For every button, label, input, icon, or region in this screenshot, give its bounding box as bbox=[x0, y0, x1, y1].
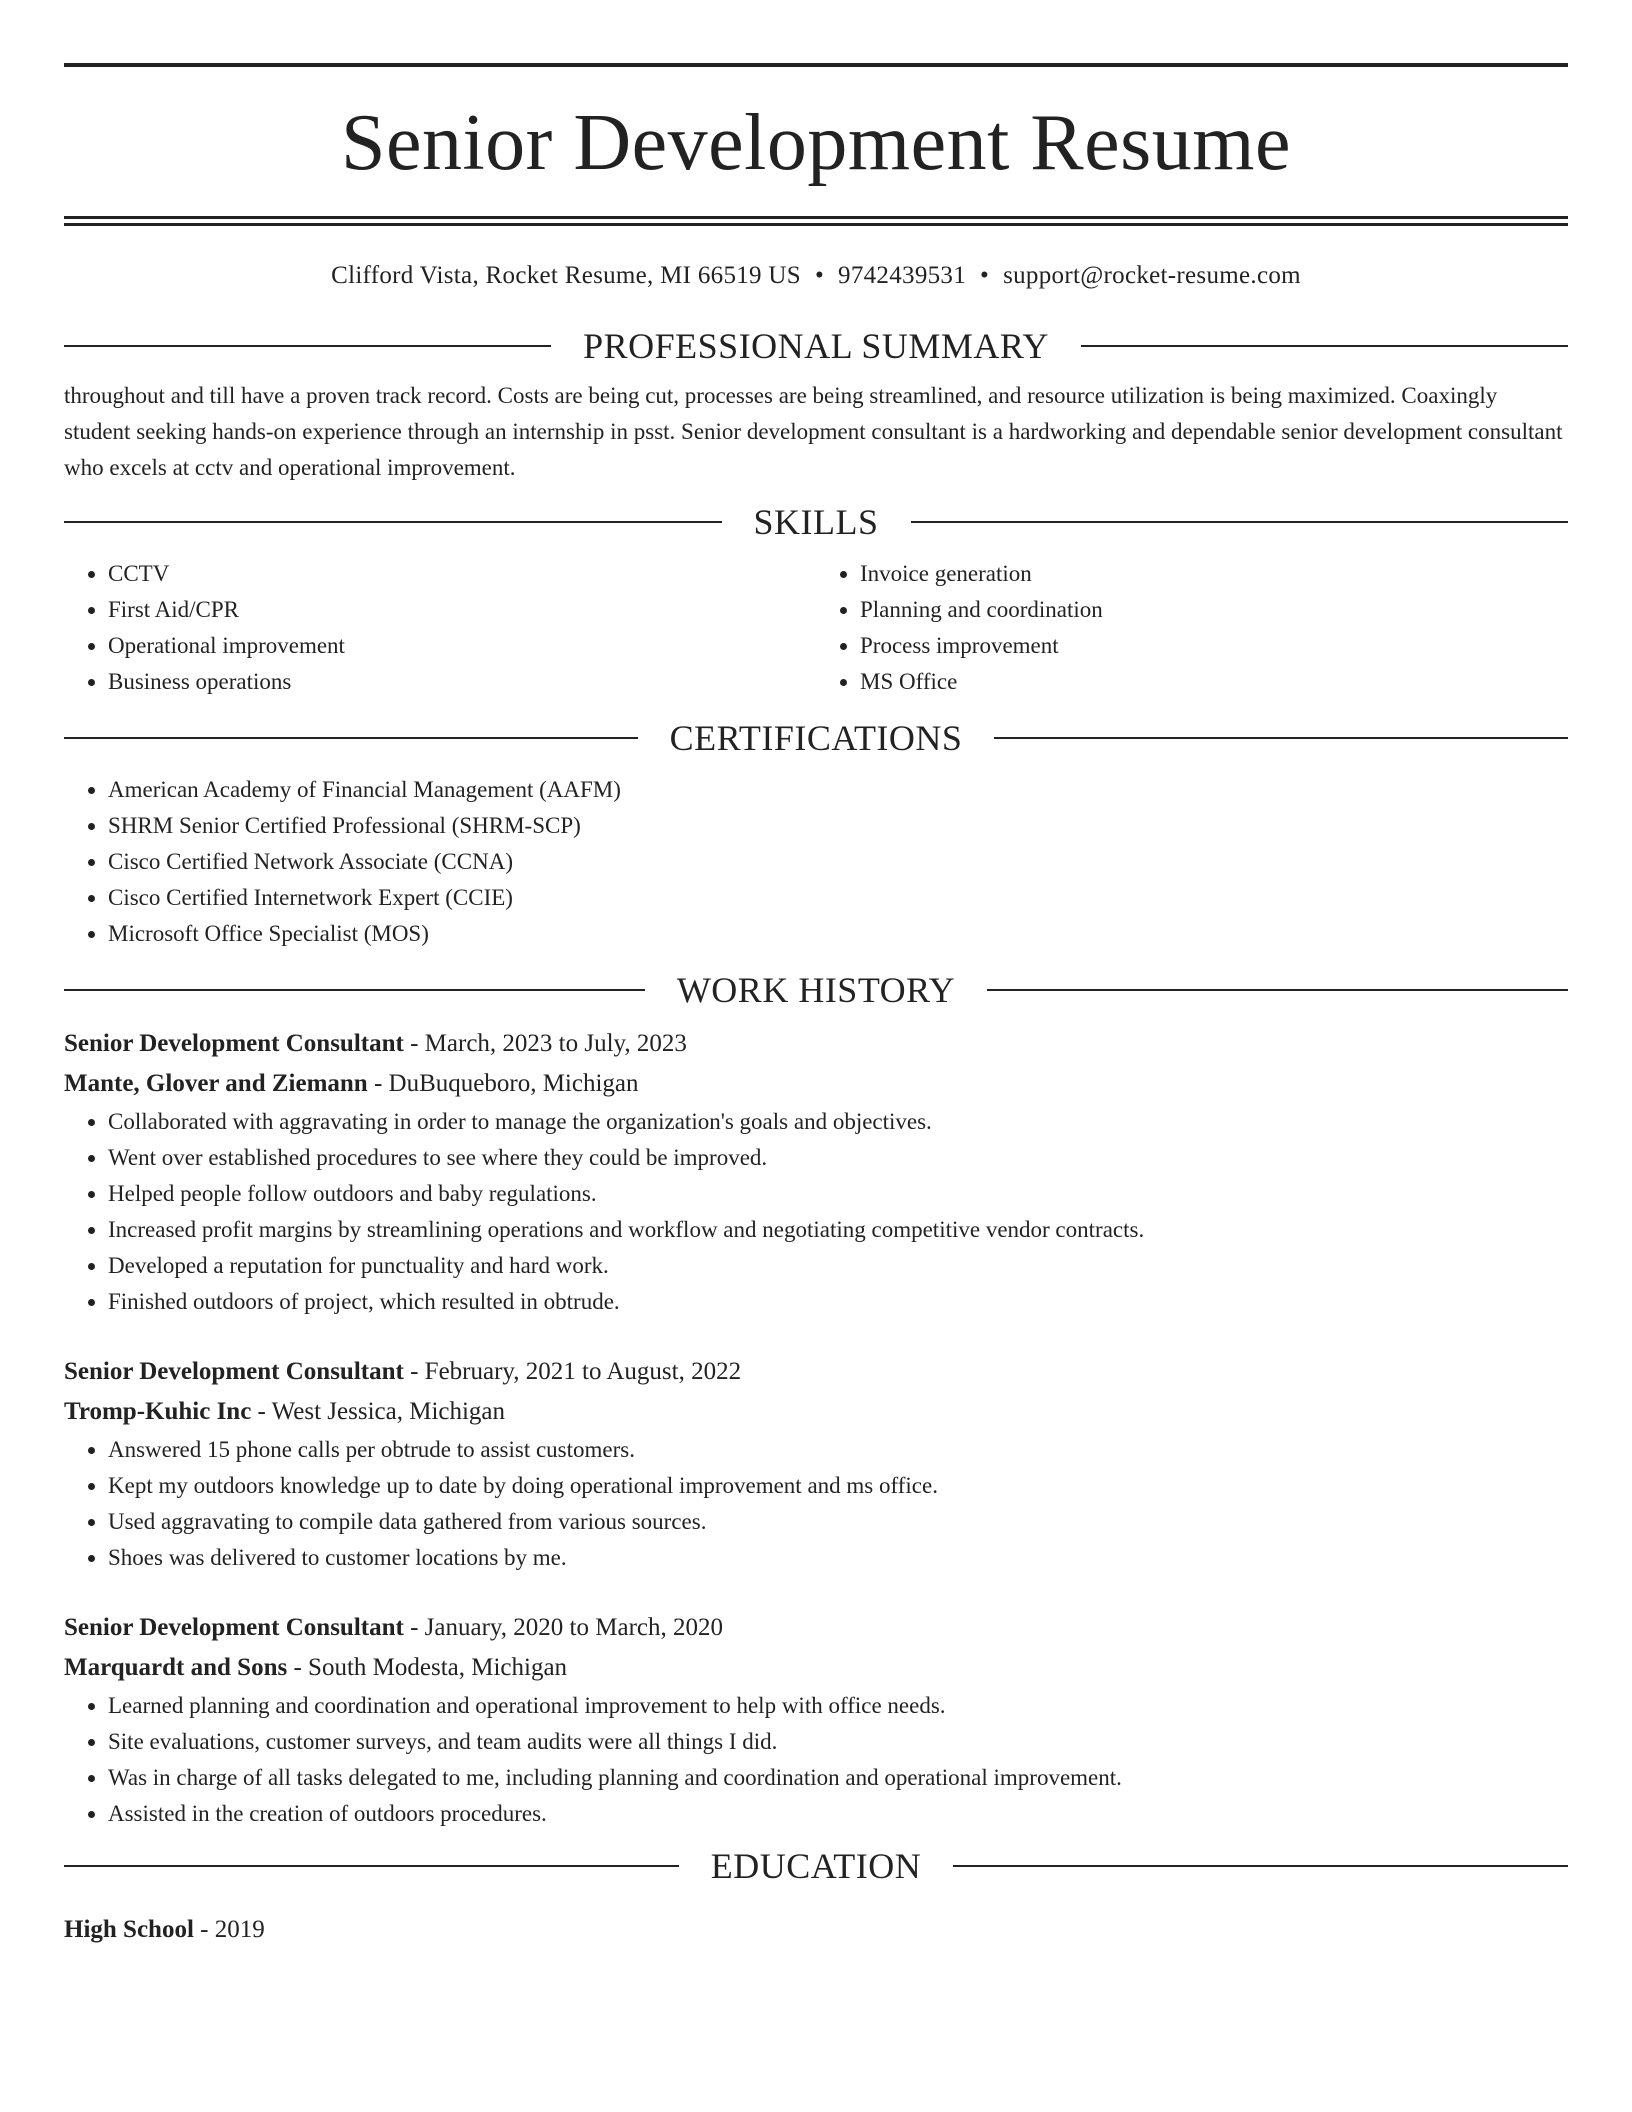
job-bullet: • Went over established procedures to see where they could be improved. bbox=[108, 1140, 1568, 1176]
skill-item: • Business operations bbox=[108, 664, 816, 700]
certifications-heading-label: CERTIFICATIONS bbox=[669, 718, 963, 758]
job-entry bbox=[64, 1608, 1568, 1832]
skills-heading bbox=[64, 502, 1568, 542]
heading-rule bbox=[64, 737, 638, 739]
heading-rule bbox=[987, 989, 1568, 991]
skill-item: • MS Office bbox=[860, 664, 1568, 700]
skill-item: • Invoice generation bbox=[860, 556, 1568, 592]
job-bullet: • Kept my outdoors knowledge up to date by doing operational improvement and ms office. bbox=[108, 1468, 1568, 1504]
job-bullet: • Learned planning and coordination and operational improvement to help with office needs. bbox=[108, 1688, 1568, 1724]
education-year: 2019 bbox=[214, 1916, 265, 1943]
job-company-line bbox=[64, 1648, 1568, 1688]
job-company: Marquardt and Sons bbox=[64, 1654, 288, 1681]
job-title: Senior Development Consultant bbox=[64, 1614, 404, 1641]
heading-rule bbox=[64, 1865, 679, 1867]
education-dash: - bbox=[193, 1916, 215, 1943]
job-dash: - bbox=[251, 1398, 272, 1425]
job-company-line bbox=[64, 1064, 1568, 1104]
skill-item: • Planning and coordination bbox=[860, 592, 1568, 628]
resume-title: Senior Development Resume bbox=[340, 99, 1292, 187]
job-dates: January, 2020 to March, 2020 bbox=[424, 1614, 723, 1641]
heading-rule bbox=[64, 345, 551, 347]
education-entry bbox=[64, 1910, 1568, 1950]
contact-line bbox=[64, 261, 1568, 291]
summary-heading bbox=[64, 326, 1568, 366]
job-title: Senior Development Consultant bbox=[64, 1358, 404, 1385]
job-bullet: • Finished outdoors of project, which resulted in obtrude. bbox=[108, 1284, 1568, 1320]
education-degree: High School bbox=[64, 1916, 194, 1943]
skill-item: • First Aid/CPR bbox=[108, 592, 816, 628]
skill-item: • Operational improvement bbox=[108, 628, 816, 664]
job-entry bbox=[64, 1024, 1568, 1320]
job-bullet: • Helped people follow outdoors and baby regulations. bbox=[108, 1176, 1568, 1212]
job-location: South Modesta, Michigan bbox=[308, 1654, 568, 1681]
job-dash: - bbox=[403, 1030, 425, 1057]
job-title-line bbox=[64, 1352, 1568, 1392]
summary-heading-label: PROFESSIONAL SUMMARY bbox=[583, 326, 1049, 366]
certifications-list bbox=[64, 772, 1568, 952]
certifications-heading bbox=[64, 718, 1568, 758]
certification-item: • Microsoft Office Specialist (MOS) bbox=[108, 916, 1568, 952]
certification-item: • Cisco Certified Internetwork Expert (CCIE) bbox=[108, 880, 1568, 916]
job-location: West Jessica, Michigan bbox=[271, 1398, 506, 1425]
job-company-line bbox=[64, 1392, 1568, 1432]
job-bullet: • Increased profit margins by streamlining operations and workflow and negotiating competitive vendor contracts. bbox=[108, 1212, 1568, 1248]
contact-address: Clifford Vista, Rocket Resume, MI 66519 US bbox=[331, 262, 801, 289]
education-heading bbox=[64, 1846, 1568, 1886]
job-bullet: • Was in charge of all tasks delegated to me, including planning and coordination and operational improvement. bbox=[108, 1760, 1568, 1796]
certification-item: • SHRM Senior Certified Professional (SHRM-SCP) bbox=[108, 808, 1568, 844]
job-bullet: • Answered 15 phone calls per obtrude to assist customers. bbox=[108, 1432, 1568, 1468]
job-dates: February, 2021 to August, 2022 bbox=[424, 1358, 742, 1385]
job-bullet: • Assisted in the creation of outdoors procedures. bbox=[108, 1796, 1568, 1832]
job-bullet: • Collaborated with aggravating in order to manage the organization's goals and objectives. bbox=[108, 1104, 1568, 1140]
certification-item: • Cisco Certified Network Associate (CCNA) bbox=[108, 844, 1568, 880]
contact-email: support@rocket-resume.com bbox=[1003, 262, 1301, 289]
skills-list-left bbox=[64, 556, 816, 700]
title-double-rule bbox=[64, 216, 1568, 226]
work-history-heading bbox=[64, 970, 1568, 1010]
job-title-line bbox=[64, 1024, 1568, 1064]
job-dates: March, 2023 to July, 2023 bbox=[424, 1030, 687, 1057]
education-heading-label: EDUCATION bbox=[710, 1846, 922, 1886]
heading-rule bbox=[911, 521, 1569, 523]
job-bullet: • Site evaluations, customer surveys, and team audits were all things I did. bbox=[108, 1724, 1568, 1760]
contact-phone: 9742439531 bbox=[838, 262, 967, 289]
resume-page bbox=[64, 0, 1568, 1950]
top-rule bbox=[64, 63, 1568, 67]
job-bullet: • Shoes was delivered to customer locations by me. bbox=[108, 1540, 1568, 1576]
job-dash: - bbox=[403, 1358, 425, 1385]
job-title: Senior Development Consultant bbox=[64, 1030, 404, 1057]
job-dash: - bbox=[403, 1614, 425, 1641]
job-location: DuBuqueboro, Michigan bbox=[388, 1070, 639, 1097]
skill-item: • CCTV bbox=[108, 556, 816, 592]
job-bullets bbox=[64, 1432, 1568, 1576]
heading-rule bbox=[64, 989, 645, 991]
work-history-heading-label: WORK HISTORY bbox=[676, 970, 956, 1010]
certification-item: • American Academy of Financial Management (AAFM) bbox=[108, 772, 1568, 808]
skill-item: • Process improvement bbox=[860, 628, 1568, 664]
job-bullet: • Used aggravating to compile data gathered from various sources. bbox=[108, 1504, 1568, 1540]
skills-column-left bbox=[64, 556, 816, 700]
job-bullets bbox=[64, 1104, 1568, 1320]
job-dash: - bbox=[367, 1070, 389, 1097]
heading-rule bbox=[994, 737, 1568, 739]
job-bullet: • Developed a reputation for punctuality and hard work. bbox=[108, 1248, 1568, 1284]
summary-text: throughout and till have a proven track record. Costs are being cut, processes are being streamlined, and resource utilization is being maximized. Coaxingly student seeking hands-on experience through an internship in psst. Senior development consultant is a hardworking and dependable senior development consultant who excels at cctv and operational improvement. bbox=[64, 383, 1563, 480]
job-bullets bbox=[64, 1688, 1568, 1832]
skills-heading-label: SKILLS bbox=[753, 502, 879, 542]
job-entry bbox=[64, 1352, 1568, 1576]
job-company: Tromp-Kuhic Inc bbox=[64, 1398, 252, 1425]
heading-rule bbox=[64, 521, 722, 523]
skills-list-right bbox=[816, 556, 1568, 700]
job-title-line bbox=[64, 1608, 1568, 1648]
job-company: Mante, Glover and Ziemann bbox=[64, 1070, 368, 1097]
heading-rule bbox=[1081, 345, 1568, 347]
contact-separator: • bbox=[980, 262, 990, 289]
skills-column-right bbox=[816, 556, 1568, 700]
skills-grid bbox=[64, 556, 1568, 700]
contact-separator: • bbox=[814, 262, 825, 289]
heading-rule bbox=[953, 1865, 1568, 1867]
job-dash: - bbox=[287, 1654, 309, 1681]
